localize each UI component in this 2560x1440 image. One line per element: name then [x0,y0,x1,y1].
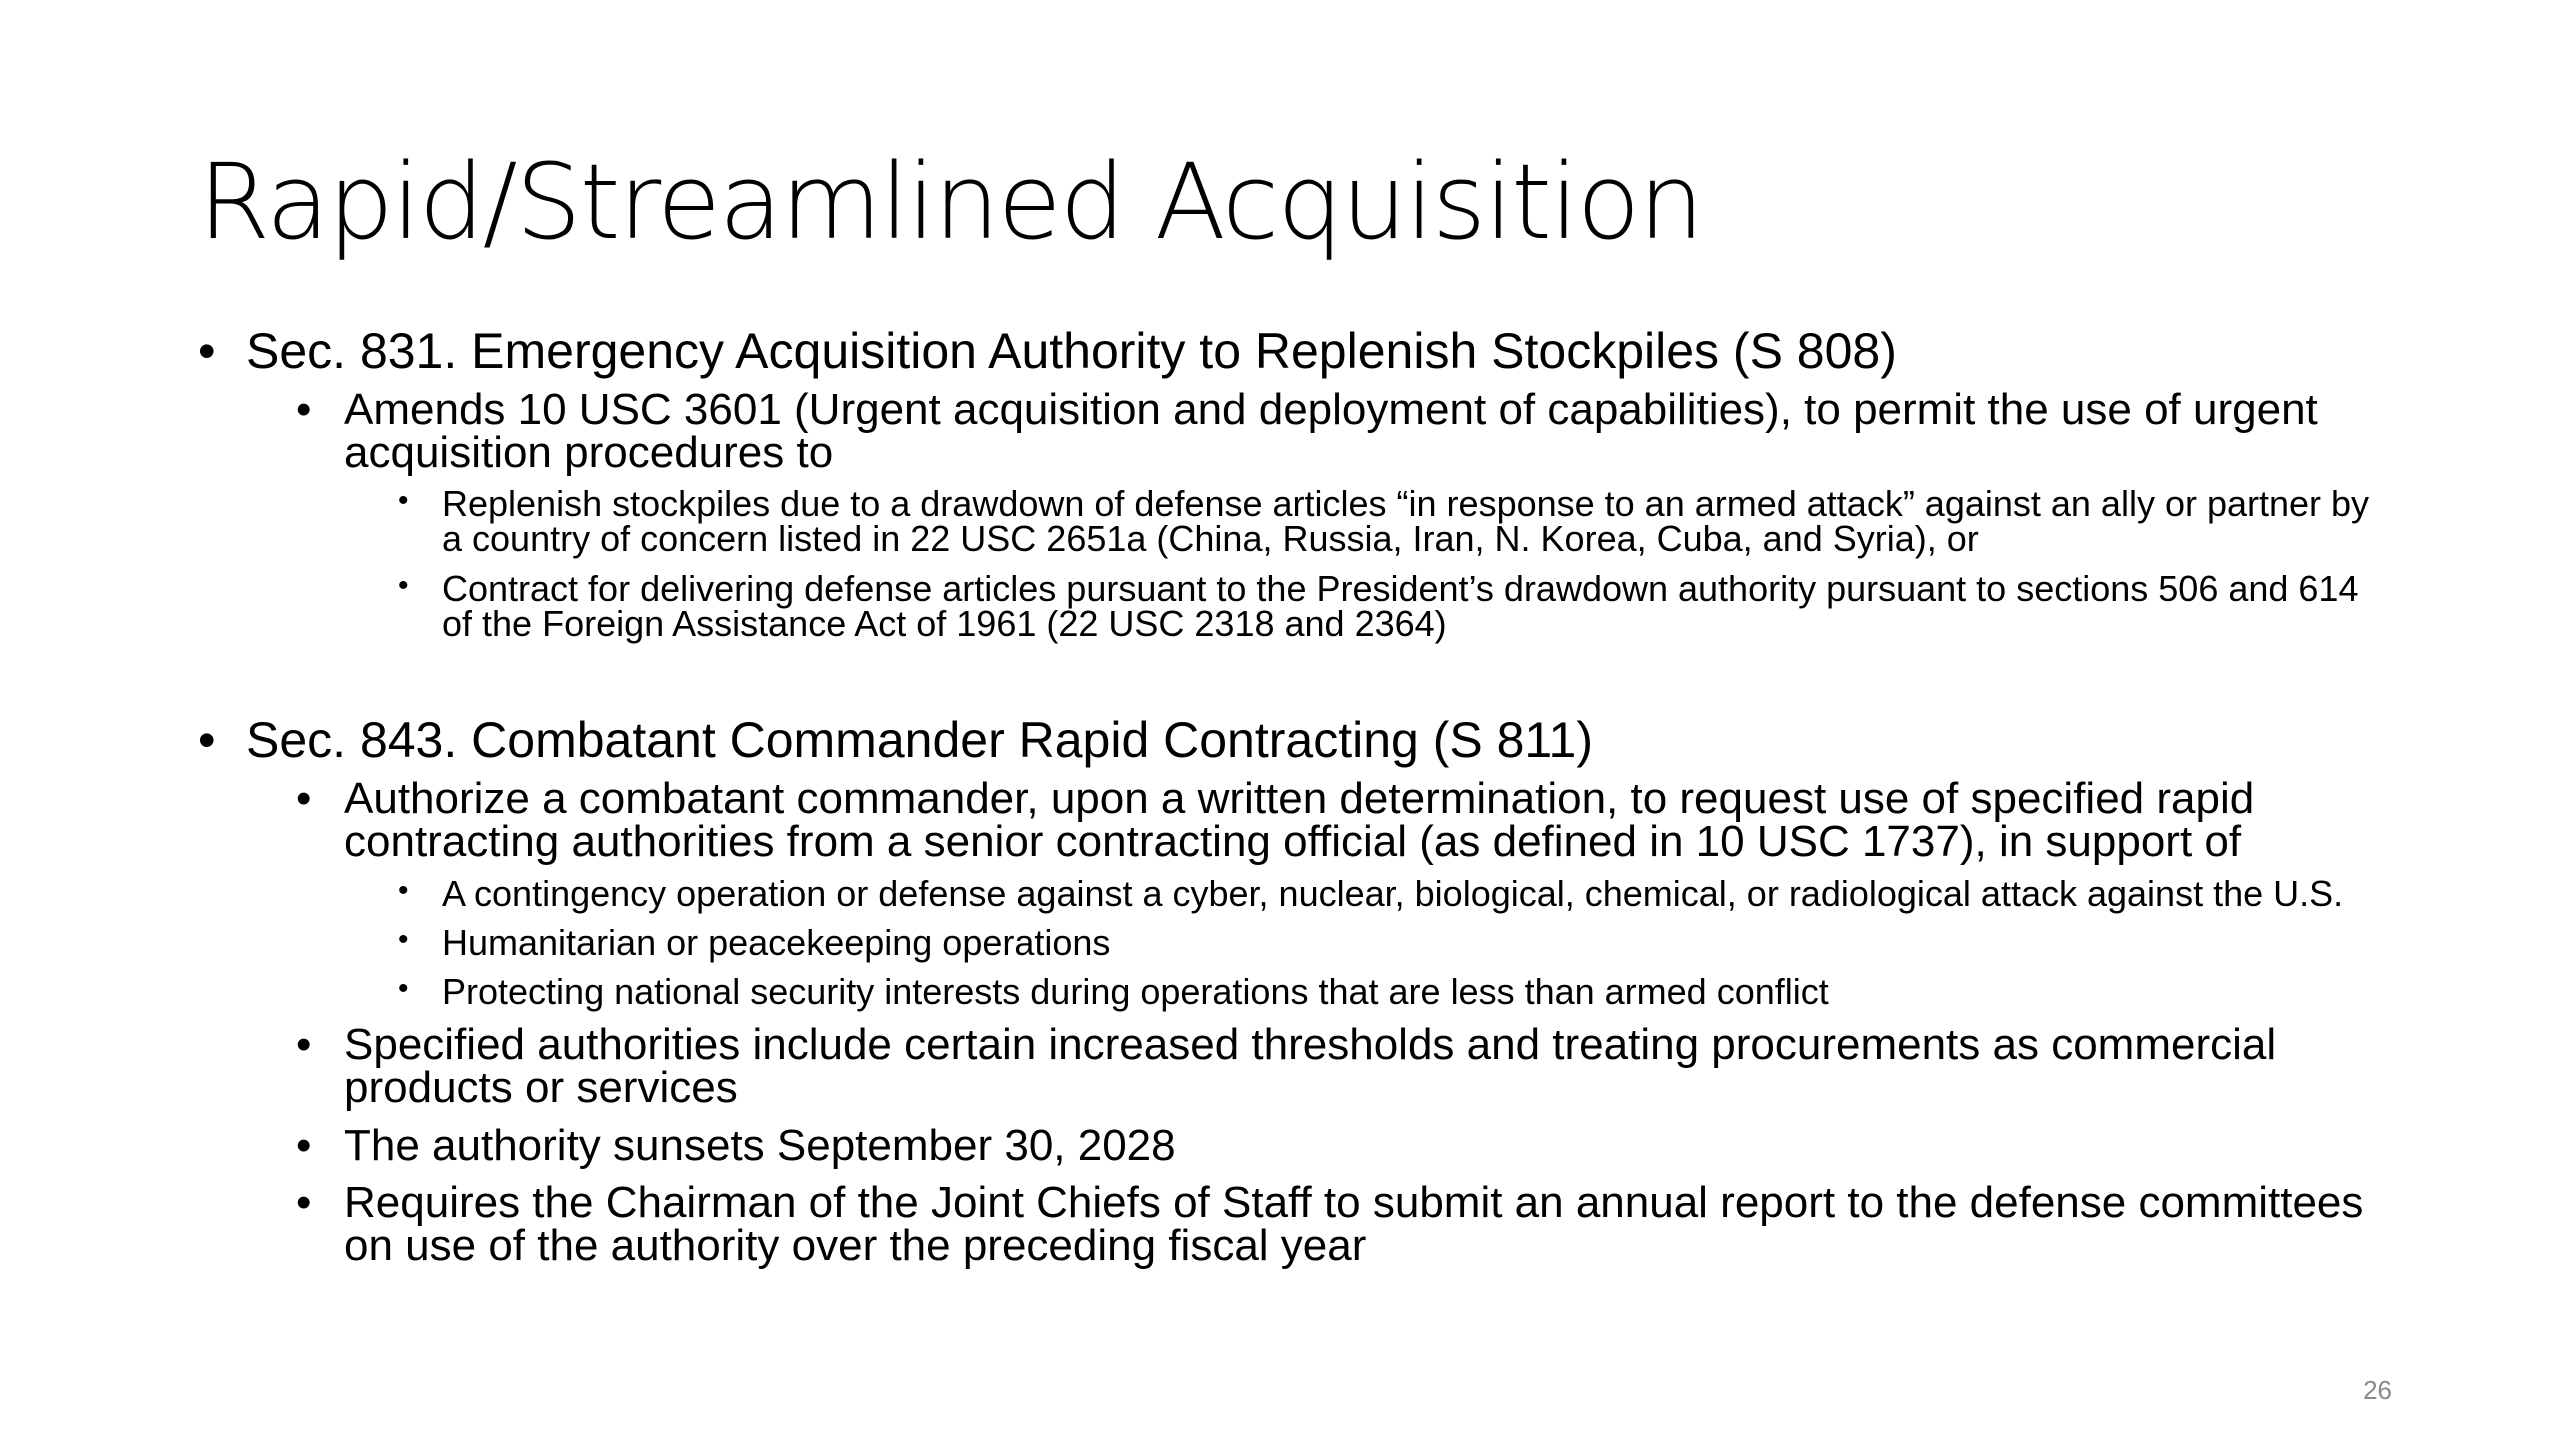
bullet-item [296,1020,2398,1113]
sub-bullet-item: • A contingency operation or defense against a cyber, nuclear, biological, chemical, or radiological attack against the U.S. [394,876,2398,911]
bullet-text: Authorize a combatant commander, upon a written determination, to request use of specified rapid contracting authorities from a senior contracting official (as defined in 10 USC 1737), in support of [344,774,2255,867]
bullet-list [296,774,2398,1270]
bullet-item [296,1177,2398,1270]
sub-bullet-list [394,483,2398,645]
bullet-text: The authority sunsets September 30, 2028 [344,1120,1176,1170]
bullet-item [296,385,2398,645]
sub-bullet-item: • Contract for delivering defense articles pursuant to the President’s drawdown authority pursuant to sections 506 and 614 of the Foreign Assistance Act of 1961 (22 USC 2318 and 2364) [394,571,2398,642]
bullet-text: Requires the Chairman of the Joint Chiefs of Staff to submit an annual report to the defense committees on use of the authority over the preceding fiscal year [344,1177,2364,1270]
slide-body [198,323,2398,1270]
sub-bullet-item: • Humanitarian or peacekeeping operations [394,925,2398,960]
bullet-item [296,774,2398,1013]
section-list [198,323,2398,1270]
section-843 [198,712,2398,1270]
sub-bullet-list [394,872,2398,1013]
slide-title: Rapid/Streamlined Acquisition [198,141,1703,263]
bullet-list [296,385,2398,645]
section-heading: Sec. 831. Emergency Acquisition Authority to Replenish Stockpiles (S 808) [246,323,1897,379]
bullet-text: Specified authorities include certain increased thresholds and treating procurements as commercial products or services [344,1020,2277,1113]
sub-bullet-item: • Replenish stockpiles due to a drawdown of defense articles “in response to an armed attack” against an ally or partner by a country of concern listed in 22 USC 2651a (China, Russia, Iran, N. Korea, Cuba, and Syria), or [394,486,2398,557]
sub-bullet-item: • Protecting national security interests during operations that are less than armed conflict [394,974,2398,1009]
section-heading: Sec. 843. Combatant Commander Rapid Contracting (S 811) [246,712,1593,769]
page-number: 26 [2363,1375,2392,1405]
bullet-text: Amends 10 USC 3601 (Urgent acquisition and deployment of capabilities), to permit the use of urgent acquisition procedures to [344,385,2318,478]
section-831 [198,323,2398,645]
bullet-item [296,1120,2398,1170]
